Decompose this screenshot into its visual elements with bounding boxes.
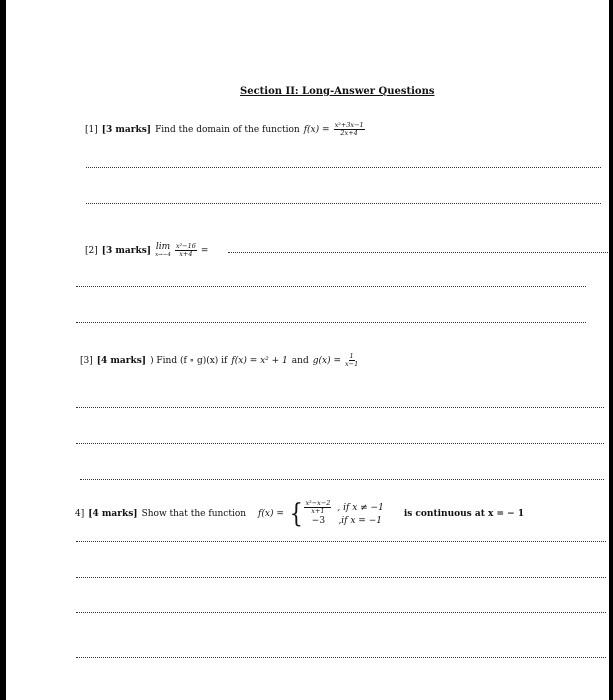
q3-answer-line-2 (76, 443, 604, 444)
q4-case2-value: −3 (311, 516, 326, 526)
q1-number: [1] (85, 124, 98, 135)
question-3 (80, 353, 358, 368)
q4-answer-line-1 (76, 541, 606, 542)
q4-number: 4] (75, 508, 85, 519)
q1-marks: [3 marks] (101, 124, 152, 135)
q3-number: [3] (80, 355, 93, 366)
q4-answer-line-3 (76, 612, 606, 613)
q3-answer-line-1 (76, 407, 604, 408)
q2-answer-line-1 (76, 286, 586, 287)
q4-case1-fraction (304, 500, 331, 515)
q2-denominator: x+4 (179, 250, 193, 258)
question-2 (85, 243, 208, 258)
q3-text: ) Find (f ∘ g)(x) if (150, 355, 228, 366)
right-border (609, 0, 613, 700)
q2-fraction (175, 243, 197, 258)
q3-and: and (291, 355, 309, 366)
q4-case1-denominator: x+1 (311, 507, 325, 515)
q1-answer-line-2 (86, 203, 601, 204)
section-title: Section II: Long-Answer Questions (240, 86, 435, 97)
left-border (0, 0, 6, 700)
q3-g-lhs: g(x) = (312, 355, 341, 366)
q4-case1-condition: , if x ≠ −1 (337, 502, 384, 513)
q1-fraction (334, 122, 365, 137)
q2-marks: [3 marks] (101, 245, 152, 256)
q2-answer-line-0 (228, 252, 608, 253)
q3-answer-line-3 (80, 479, 604, 480)
q3-g-fraction (345, 353, 358, 368)
q4-case2-condition: ,if x = −1 (338, 516, 382, 526)
q4-text: Show that the function (141, 508, 247, 519)
q1-function-lhs: f(x) = (303, 124, 330, 135)
q4-marks: [4 marks] (88, 508, 138, 519)
q2-number: [2] (85, 245, 98, 256)
q4-case1-numerator: x²−x−2 (305, 499, 331, 507)
q1-text: Find the domain of the function (155, 124, 300, 135)
q4-function-lhs: f(x) = (258, 508, 284, 519)
q1-numerator: x²+3x−1 (334, 121, 364, 129)
q1-denominator: 2x+4 (340, 129, 358, 137)
q1-answer-line-1 (86, 167, 601, 168)
q4-conclusion: is continuous at x = − 1 (403, 508, 525, 519)
q3-g-numerator: 1 (349, 352, 354, 360)
q3-g-denominator: x−1 (344, 360, 359, 368)
q4-brace: { (289, 498, 303, 529)
question-1 (85, 122, 365, 137)
q2-numerator: x²−16 (175, 242, 196, 250)
q2-lim-word: lim (155, 242, 171, 252)
q4-piecewise (288, 500, 384, 527)
q2-limit (155, 243, 171, 258)
question-4 (75, 500, 524, 527)
q2-equals: = (200, 245, 209, 256)
q3-f-definition: f(x) = x² + 1 (231, 355, 288, 366)
q3-marks: [4 marks] (96, 355, 147, 366)
q4-case-2 (304, 515, 383, 527)
q4-cases (304, 500, 383, 527)
q4-answer-line-4 (76, 657, 606, 658)
q2-answer-line-2 (76, 322, 586, 323)
q4-case-1 (304, 500, 383, 515)
q4-answer-line-2 (76, 577, 606, 578)
q2-lim-subscript: x→−4 (155, 252, 171, 258)
